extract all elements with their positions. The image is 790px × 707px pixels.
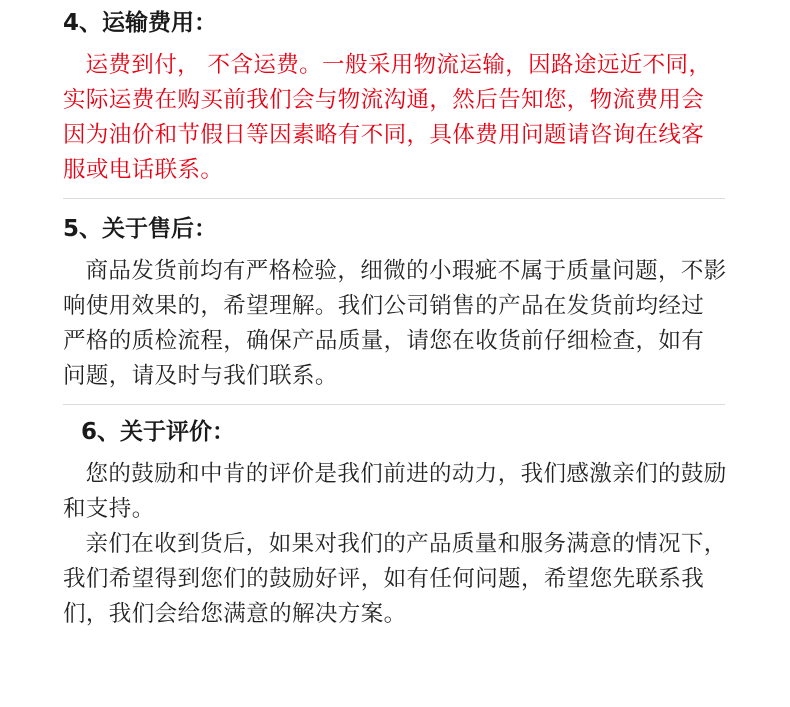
shipping-fee-paragraph: 运费到付， 不含运费。一般采用物流运输，因路途远近不同，实际运费在购买前我们会与物流沟通，然后告知您，物流费用会因为油价和节假日等因素略有不同，具体费用问题请咨询在线客服或电话联系。 [63,52,712,183]
section-heading-reviews: 6、关于评价： [81,419,236,445]
section-reviews [63,405,727,632]
section-heading-after-sales: 5、关于售后： [63,216,218,242]
after-sales-paragraph: 商品发货前均有严格检验，细微的小瑕疵不属于质量问题，不影响使用效果的，希望理解。我们公司销售的产品在发货前均经过严格的质检流程，确保产品质量，请您在收货前仔细检查，如有问题，请及时与我们联系。 [63,258,727,389]
section-after-sales [63,199,727,405]
reviews-paragraph-2: 亲们在收到货后，如果对我们的产品质量和服务满意的情况下，我们希望得到您们的鼓励好评，如有任何问题，希望您先联系我们，我们会给您满意的解决方案。 [63,531,727,627]
section-heading-shipping: 4、运输费用： [63,10,218,36]
section-shipping-fees [63,0,727,199]
reviews-paragraph-1: 您的鼓励和中肯的评价是我们前进的动力，我们感激亲们的鼓励和支持。 [63,461,727,522]
policy-content [63,0,727,632]
